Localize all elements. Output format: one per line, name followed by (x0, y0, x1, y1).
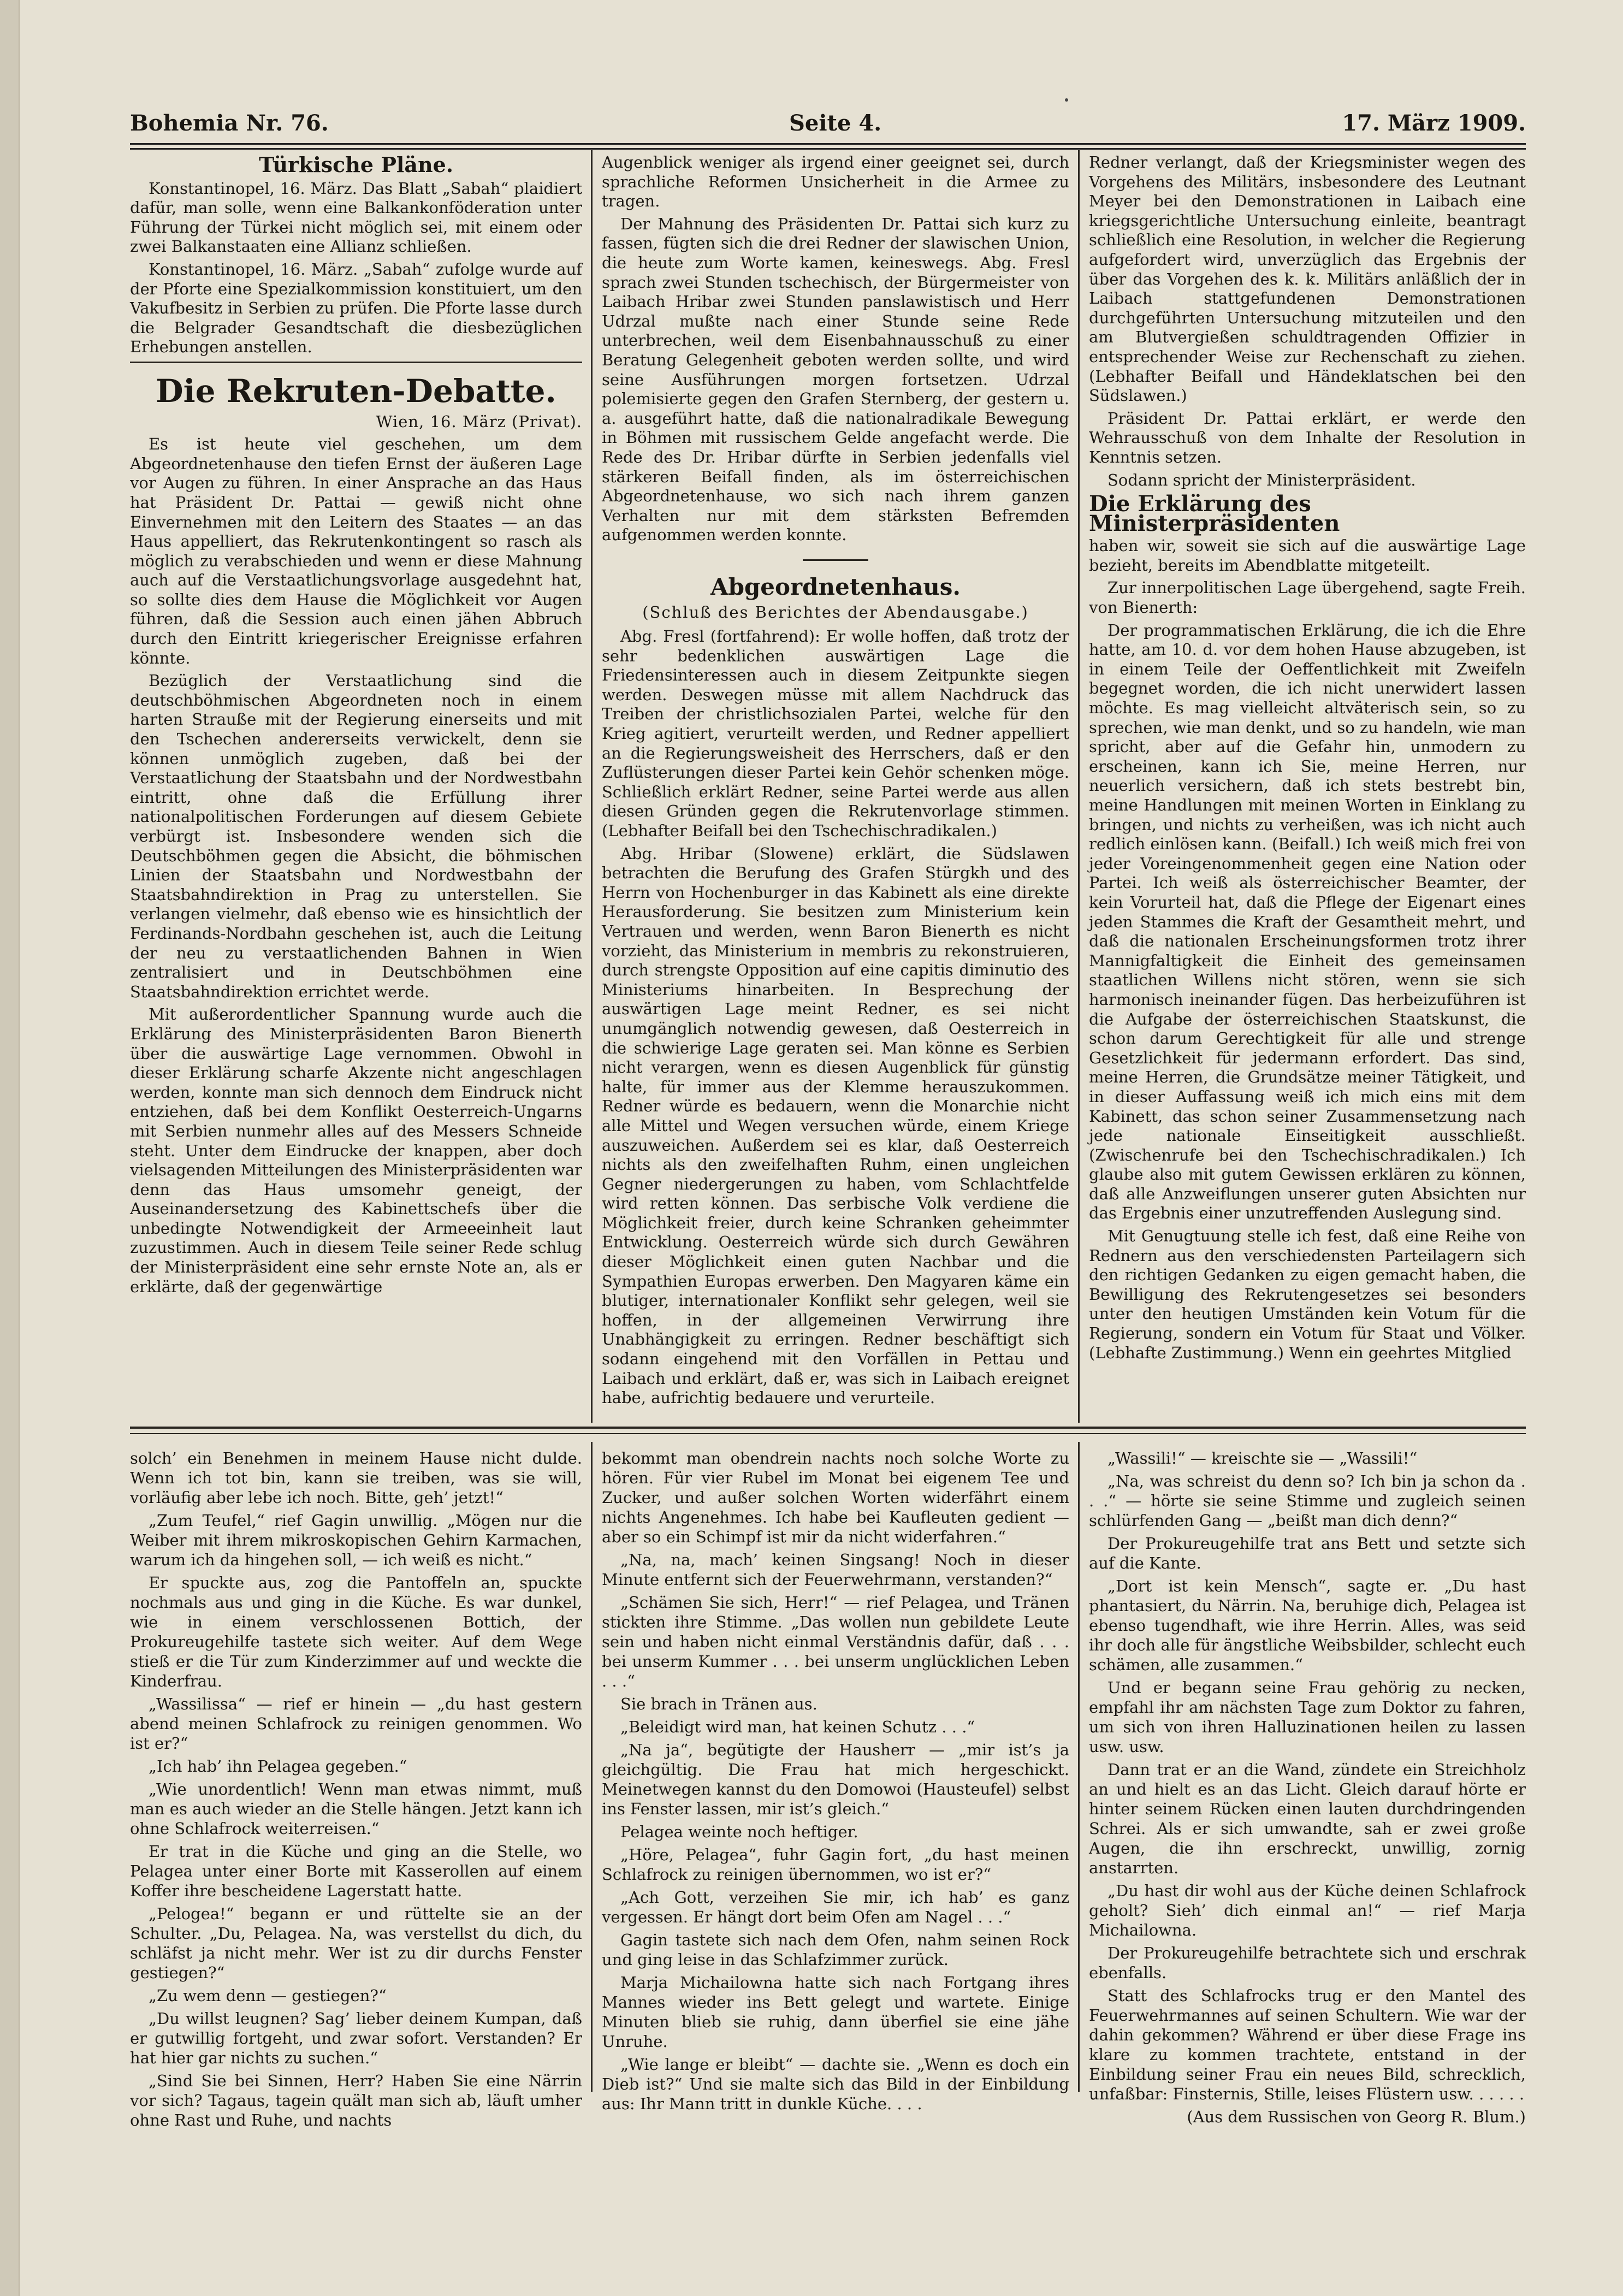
paragraph: „Wie lange er bleibt“ — dachte sie. „Wenn es doch ein Dieb ist?“ Und sie malte sich das Bild in der Einbildung aus: Ihr Mann tritt in dunkle Küche. . . . (602, 2055, 1069, 2113)
ink-spot (1065, 98, 1068, 102)
column-divider (1078, 150, 1080, 1423)
article-title: Türkische Pläne. (259, 152, 453, 177)
paragraph: „Na, na, mach’ keinen Singsang! Noch in dieser Minute entfernt sich der Feuerwehrmann, verstanden?“ (602, 1551, 1069, 1589)
paragraph: Augenblick weniger als irgend einer geeignet sei, durch sprachliche Reformen Unsicherheit in die Armee zu tragen. (602, 153, 1069, 211)
page-header (130, 104, 1526, 142)
paragraph: „Zum Teufel,“ rief Gagin unwillig. „Mögen nur die Weiber mit ihrem mikroskopischen Gehirn Karmachen, warum ich da hingehen soll, — ich weiß es nicht.“ (130, 1511, 582, 1569)
header-right: 17. März 1909. (1342, 110, 1526, 136)
paragraph: bekommt man obendrein nachts noch solche Worte zu hören. Für vier Rubel im Monat bei eigenem Tee und Zucker, und außer solchen Worten widerfährt einem nichts Angenehmes. Ich habe bei Kaufleuten gedient — aber so ein Schimpf ist mir da nicht widerfahren.“ (602, 1449, 1069, 1546)
paragraph: „Du hast dir wohl aus der Küche deinen Schlafrock geholt? Sieh’ dich einmal an!“ — rief Marja Michailowna. (1089, 1881, 1526, 1939)
paragraph: Dann trat er an die Wand, zündete ein Streichholz an und hielt es an das Licht. Gleich darauf hörte er hinter seinem Rücken einen lauten durchdringenden Schrei. Als er sich umwandte, sah er zwei große Augen, die ihn erschreckt, unwillig, zornig anstarrten. (1089, 1760, 1526, 1877)
column-divider (1078, 1442, 1080, 2092)
paragraph: „Zu wem denn — gestiegen?“ (149, 1986, 387, 2005)
header-center: Seite 4. (789, 110, 882, 136)
paragraph: Abg. Hribar (Slowene) erklärt, die Südslawen betrachten die Berufung des Grafen Stürgkh und des Herrn von Hochenburger in das Kabinett als eine direkte Herausforderung. Sie besitzen zum Ministerium kein Vertrauen und werden, wenn Baron Bienerth es nicht vorzieht, das Ministerium in membris zu rekonstruieren, durch strengste Opposition auf eine capitis diminutio des Ministeriums hinarbeiten. In Besprechung der auswärtigen Lage meint Redner, es sei nicht unumgänglich notwendig gewesen, daß Oesterreich in die schwierige Lage geraten sei. Man könne es Serbien nicht verargen, wenn es diesen Augenblick für günstig halte, für immer aus der Klemme herauszukommen. Redner würde es bedauern, wenn die Monarchie nicht alle Mittel und Wegen versuchen würde, einem Kriege auszuweichen. Außerdem sei es klar, daß Oesterreich nichts als den zweifelhaften Ruhm, einen ungleichen Gegner niedergerungen zu haben, vom Schlachtfelde wird retten können. Das serbische Volk verdiene die Möglichkeit freier, durch keine Schranken geheimmter Entwicklung. Oesterreich würde sich durch Gewähren dieser Möglichkeit einen guten Nachbar und die Sympathien Europas erwerben. Den Magyaren käme ein blutiger, internationaler Konflikt sehr gelegen, weil sie hoffen, in der allgemeinen Verwirrung ihre Unabhängigkeit zu erringen. Redner beschäftigt sich sodann eingehend mit den Vorfällen in Pettau und Laibach und erklärt, daß er, was sich in Laibach ereignet habe, aufrichtig bedauere und verurteile. (602, 844, 1069, 1407)
column-divider (591, 150, 593, 1423)
paragraph: „Sind Sie bei Sinnen, Herr? Haben Sie eine Närrin vor sich? Tagaus, tagein quält man sich ab, läuft umher ohne Rast und Ruhe, und nachts (130, 2072, 582, 2129)
paragraph: „Höre, Pelagea“, fuhr Gagin fort, „du hast meinen Schlafrock zu reinigen übernommen, wo ist er?“ (602, 1845, 1069, 1884)
paragraph: „Beleidigt wird man, hat keinen Schutz . . .“ (620, 1718, 975, 1736)
paragraph: Abg. Fresl (fortfahrend): Er wolle hoffen, daß trotz der sehr bedenklichen auswärtigen Lage die Friedensinteressen auch in diesem Zeitpunkte siegen werden. Deswegen müsse mit allem Nachdruck das Treiben der christlichsozialen Partei, welche für den Krieg agitiert, verurteilt werden, und Redner appelliert an die Regierungsweisheit des Herrschers, daß er den Zuflüsterungen dieser Partei kein Gehör schenken möge. Schließlich erklärt Redner, seine Partei werde aus allen diesen Gründen gegen die Rekrutenvorlage stimmen. (Lebhafter Beifall bei den Tschechischradikalen.) (602, 627, 1069, 840)
paragraph: „Wassilissa“ — rief er hinein — „du hast gestern abend meinen Schlafrock zu reinigen genommen. Wo ist er?“ (130, 1695, 582, 1753)
feuilleton-column-3 (1089, 1448, 1526, 2126)
paragraph: Er spuckte aus, zog die Pantoffeln an, spuckte nochmals aus und ging in die Küche. Es war dunkel, wie in einem verschlossenen Bottich, der Prokureugehilfe tastete sich weiter. Auf dem Wege stieß er die Tür zum Kinderzimmer auf und weckte die Kinderfrau. (130, 1573, 582, 1690)
paragraph: Marja Michailowna hatte sich nach Fortgang ihres Mannes wieder ins Bett gelegt und wartete. Einige Minuten blieb sie ruhig, dann überfiel sie eine jähe Unruhe. (602, 1973, 1069, 2051)
column-1 (130, 153, 582, 1418)
paragraph: Redner verlangt, daß der Kriegsminister wegen des Vorgehens des Militärs, insbesondere des Leutnant Meyer bei den Demonstrationen in Laibach eine kriegsgerichtliche Untersuchung einleite, beantragt schließlich eine Resolution, in welcher die Regierung aufgefordert wird, unverzüglich das Ergebnis der über das Vorgehen des k. k. Militärs anläßlich der in Laibach stattgefundenen Demonstrationen durchgeführten Untersuchung mitzuteilen und den am Blutvergießen schuldtragenden Offizier in entsprechender Weise zur Rechenschaft zu ziehen. (Lebhafter Beifall und Händeklatschen bei den Südslawen.) (1089, 153, 1526, 405)
paragraph: Sie brach in Tränen aus. (620, 1695, 818, 1713)
article-title: Die Erklärung des Ministerpräsidenten (1089, 491, 1340, 536)
feuilleton-column-2 (602, 1448, 1069, 2113)
feuilleton-column-1 (130, 1448, 582, 2129)
translation-credit: (Aus dem Russischen von Georg R. Blum.) (1187, 2108, 1526, 2126)
paragraph: „Na, was schreist du denn so? Ich bin ja schon da . . .“ — hörte sie seine Stimme und zugleich seinen schlürfenden Gang — „beißt man dich denn?“ (1089, 1472, 1526, 1530)
paragraph: Konstantinopel, 16. März. Das Blatt „Sabah“ plaidiert dafür, man solle, wenn eine Balkankonföderation unter Führung der Türkei nicht möglich sei, mit einem oder zwei Balkanstaaten eine Allianz schließen. (130, 179, 582, 256)
paragraph: „Ich hab’ ihn Pelagea gegeben.“ (149, 1757, 407, 1776)
paragraph: Mit Genugtuung stelle ich fest, daß eine Reihe von Rednern aus den verschiedensten Parteilagern sich den richtigen Gedanken zu eigen gemacht haben, die Bewilligung des Rekrutengesetzes sei besonders unter den heutigen Umständen kein Votum für die Regierung, sondern ein Votum für Staat und Völker. (Lebhafte Zustimmung.) Wenn ein geehrtes Mitglied (1089, 1227, 1526, 1362)
paragraph: Der Prokureugehilfe trat ans Bett und setzte sich auf die Kante. (1089, 1534, 1526, 1572)
paragraph: Gagin tastete sich nach dem Ofen, nahm seinen Rock und ging leise in das Schlafzimmer zurück. (602, 1931, 1069, 1969)
column-2 (602, 153, 1069, 1418)
paragraph: Der Mahnung des Präsidenten Dr. Pattai sich kurz zu fassen, fügten sich die drei Redner der slawischen Union, die heute zum Worte kamen, keineswegs. Abg. Fresl sprach zwei Stunden tschechisch, der Bürgermeister von Laibach Hribar zwei Stunden panslawistisch und Herr Udrzal mußte nach einer Stunde seine Rede unterbrechen, weil dem Eisenbahnausschuß zu einer Beratung Gelegenheit geboten werden sollte, und wird seine Ausführungen morgen fortsetzen. Udrzal polemisierte gegen den Grafen Sternberg, der gestern u. a. ausgeführt hatte, daß die nationalradikale Bewegung in Böhmen mit russischem Gelde angefacht werde. Die Rede des Dr. Hribar dürfte in Serbien jedenfalls viel stärkeren Beifall finden, als im österreichischen Abgeordnetenhause, wo sich nach ihrem ganzen Verhalten nur mit dem stärksten Befremden aufgenommen werden konnte. (602, 214, 1069, 545)
paragraph: „Wie unordentlich! Wenn man etwas nimmt, muß man es auch wieder an die Stelle hängen. Jetzt kann ich ohne Schlafrock weiterreisen.“ (130, 1780, 582, 1838)
paragraph: haben wir, soweit sie sich auf die auswärtige Lage bezieht, bereits im Abendblatte mitgeteilt. (1089, 536, 1526, 575)
page-edge (0, 0, 20, 2296)
paragraph: „Du willst leugnen? Sag’ lieber deinem Kumpan, daß er gutwillig fortgeht, und zwar sofort. Verstanden? Er hat hier gar nichts zu suchen.“ (130, 2009, 582, 2067)
header-left: Bohemia Nr. 76. (130, 110, 329, 136)
paragraph: „Ach Gott, verzeihen Sie mir, ich hab’ es ganz vergessen. Er hängt dort beim Ofen am Nagel . . .“ (602, 1888, 1069, 1926)
article-rule (130, 362, 582, 363)
paragraph: Der programmatischen Erklärung, die ich die Ehre hatte, am 10. d. vor dem hohen Hause abzugeben, ist in einem Teile der Oeffentlichkeit mit Zweifeln begegnet worden, die ich nicht unerwidert lassen möchte. Es mag vielleicht altväterisch sein, so zu sprechen, wie man denkt, und so zu handeln, wie man spricht, aber auf die Gefahr hin, unmodern zu erscheinen, kann ich Sie, meine Herren, nur neuerlich versichern, daß ich stets bestrebt bin, meine Handlungen mit meinen Worten in Einklang zu bringen, und nichts zu verheißen, was ich nicht auch redlich einlösen kann. (Beifall.) Ich weiß mich frei von jeder Voreingenommenheit gegen eine Nation oder Partei. Ich weiß als österreichischer Beamter, der kein Vorurteil hat, daß die Pflege der Eigenart eines jeden Stammes die Kraft der Gesamtheit mehrt, und daß die nationalen Erscheinungsformen trotz ihrer Mannigfaltigkeit die Einheit des gemeinsamen staatlichen Willens nicht stören, wenn sie sich harmonisch ineinander fügen. Das herbeizuführen ist die Aufgabe der österreichischen Staatskunst, die schon darum Gerechtigkeit für alle und strenge Gesetzlichkeit für jedermann erfordert. Das sind, meine Herren, die Grundsätze meiner Tätigkeit, und in dieser Auffassung weiß ich mich eins mit dem Kabinett, das schon seiner Zusammensetzung nach jede nationale Einseitigkeit ausschließt. (Zwischenrufe bei den Tschechischradikalen.) Ich glaube also mit gutem Gewissen erklären zu können, daß alle Anzweiflungen unserer guten Absichten nur das Ergebnis einer unzutreffenden Auslegung sind. (1089, 620, 1526, 1223)
article-title: Abgeordnetenhaus. (710, 573, 961, 600)
paragraph: Es ist heute viel geschehen, um dem Abgeordnetenhause den tiefen Ernst der äußeren Lage vor Augen zu führen. In einer Ansprache an das Haus hat Präsident Dr. Pattai — gewiß nicht ohne Einvernehmen mit den Leitern des Staates — an das Haus appelliert, das Rekrutenkontingent so rasch als möglich zu verabschieden und wenn er diese Mahnung auch auf die Verstaatlichungsvorlage ausgedehnt hat, so sollte dies dem Hause die Möglichkeit vor Augen führen, daß die Session auch einen jähen Abbruch durch den Eintritt kriegerischer Ereignisse erfahren könnte. (130, 435, 582, 667)
paragraph: Konstantinopel, 16. März. „Sabah“ zufolge wurde auf der Pforte eine Spezialkommission konstituiert, um den Vakufbesitz in Serbien zu prüfen. Die Pforte lasse durch die Belgrader Gesandtschaft die diesbezüglichen Erhebungen anstellen. (130, 259, 582, 357)
header-rule (130, 143, 1526, 150)
article-title: Die Rekruten-Debatte. (156, 372, 556, 410)
paragraph: „Pelogea!“ begann er und rüttelte sie an der Schulter. „Du, Pelagea. Na, was verstellst du dich, du schläfst ja nicht mehr. Wer ist zu dir durchs Fenster gestiegen?“ (130, 1904, 582, 1982)
paragraph: Sodann spricht der Ministerpräsident. (1107, 470, 1416, 489)
paragraph: „Na ja“, begütigte der Hausherr — „mir ist’s ja gleichgültig. Die Frau hat mich hergeschickt. Meinetwegen kannst du den Domowoi (Hausteufel) selbst ins Fenster lassen, mir ist’s gleich.“ (602, 1741, 1069, 1818)
paragraph: Er trat in die Küche und ging an die Stelle, wo Pelagea unter einer Borte mit Kasserollen auf einem Koffer ihre bescheidene Lagerstatt hatte. (130, 1842, 582, 1900)
article-subtitle: (Schluß des Berichtes der Abendausgabe.) (642, 603, 1029, 622)
paragraph: Mit außerordentlicher Spannung wurde auch die Erklärung des Ministerpräsidenten Baron Bienerth über die auswärtige Lage vernommen. Obwohl in dieser Erklärung scharfe Akzente nicht angeschlagen werden, konnte man sich dennoch dem Eindruck nicht entziehen, daß bei dem Konflikt Oesterreich-Ungarns mit Serbien nunmehr alles auf des Messers Schneide steht. Unter dem Eindrucke der knappen, aber doch vielsagenden Mitteilungen des Ministerpräsidenten war denn das Haus umsomehr geneigt, der Auseinandersetzung des Kabinettschefs über die unbedingte Notwendigkeit der Armeeeinheit laut zuzustimmen. Auch in diesem Teile seiner Rede schlug der Ministerpräsident eine sehr ernste Note an, als er erklärte, daß der gegenwärtige (130, 1005, 582, 1296)
dateline: Wien, 16. März (Privat). (376, 412, 582, 431)
column-3 (1089, 153, 1526, 1418)
section-rule (803, 559, 868, 561)
feuilleton-rule (130, 1427, 1526, 1434)
paragraph: Und er begann seine Frau gehörig zu necken, empfahl ihr am nächsten Tage zum Doktor zu fahren, um sich von ihren Halluzinationen heilen zu lassen usw. usw. (1089, 1678, 1526, 1756)
paragraph: Bezüglich der Verstaatlichung sind die deutschböhmischen Abgeordneten noch in einem harten Strauße mit der Regierung einerseits und mit den Tschechen andererseits verwickelt, denn sie können unmöglich zugeben, daß bei der Verstaatlichung der Staatsbahn und der Nordwestbahn eintritt, ohne daß die Erfüllung ihrer nationalpolitischen Forderungen auf diesem Gebiete verbürgt ist. Insbesondere wenden sich die Deutschböhmen gegen die Absicht, die böhmischen Linien der Staatsbahn und Nordwestbahn der Staatsbahndirektion in Prag zu unterstellen. Sie verlangen vielmehr, daß ebenso wie es hinsichtlich der Ferdinands-Nordbahn geschehen ist, auch die Leitung der neu zu verstaatlichenden Bahnen in Wien zentralisiert und in Deutschböhmen eine Staatsbahndirektion errichtet werde. (130, 671, 582, 1001)
paragraph: „Schämen Sie sich, Herr!“ — rief Pelagea, und Tränen stickten ihre Stimme. „Das wollen nun gebildete Leute sein und haben nicht einmal Verständnis dafür, daß . . . bei unserm Kummer . . . bei unserm unglücklichen Leben . . .“ (602, 1593, 1069, 1690)
paragraph: solch’ ein Benehmen in meinem Hause nicht dulde. Wenn ich tot bin, kann sie treiben, was sie will, vorläufig aber lebe ich noch. Bitte, geh’ jetzt!“ (130, 1449, 582, 1507)
paragraph: Statt des Schlafrocks trug er den Mantel des Feuerwehrmannes auf seinen Schultern. Wie war der dahin gekommen? Während er über diese Frage ins klare zu kommen trachtete, entstand in der Einbildung seiner Frau ein neues Bild, schrecklich, unfaßbar: Finsternis, Stille, leises Flüstern usw. . . . . . (1089, 1986, 1526, 2103)
paragraph: „Dort ist kein Mensch“, sagte er. „Du hast phantasiert, du Närrin. Na, beruhige dich, Pelagea ist ebenso tugendhaft, wie ihre Herrin. Alles, was seid ihr doch alle für ängstliche Weibsbilder, schlecht euch schämen, alle zusammen.“ (1089, 1577, 1526, 1674)
paragraph: „Wassili!“ — kreischte sie — „Wassili!“ (1107, 1449, 1418, 1467)
paragraph: Der Prokureugehilfe betrachtete sich und erschrak ebenfalls. (1089, 1944, 1526, 1982)
paragraph: Pelagea weinte noch heftiger. (620, 1822, 858, 1841)
paragraph: Präsident Dr. Pattai erklärt, er werde den Wehrausschuß von dem Inhalte der Resolution in Kenntnis setzen. (1089, 409, 1526, 466)
paragraph: Zur innerpolitischen Lage übergehend, sagte Freih. von Bienerth: (1089, 578, 1526, 617)
column-divider (591, 1442, 593, 2092)
